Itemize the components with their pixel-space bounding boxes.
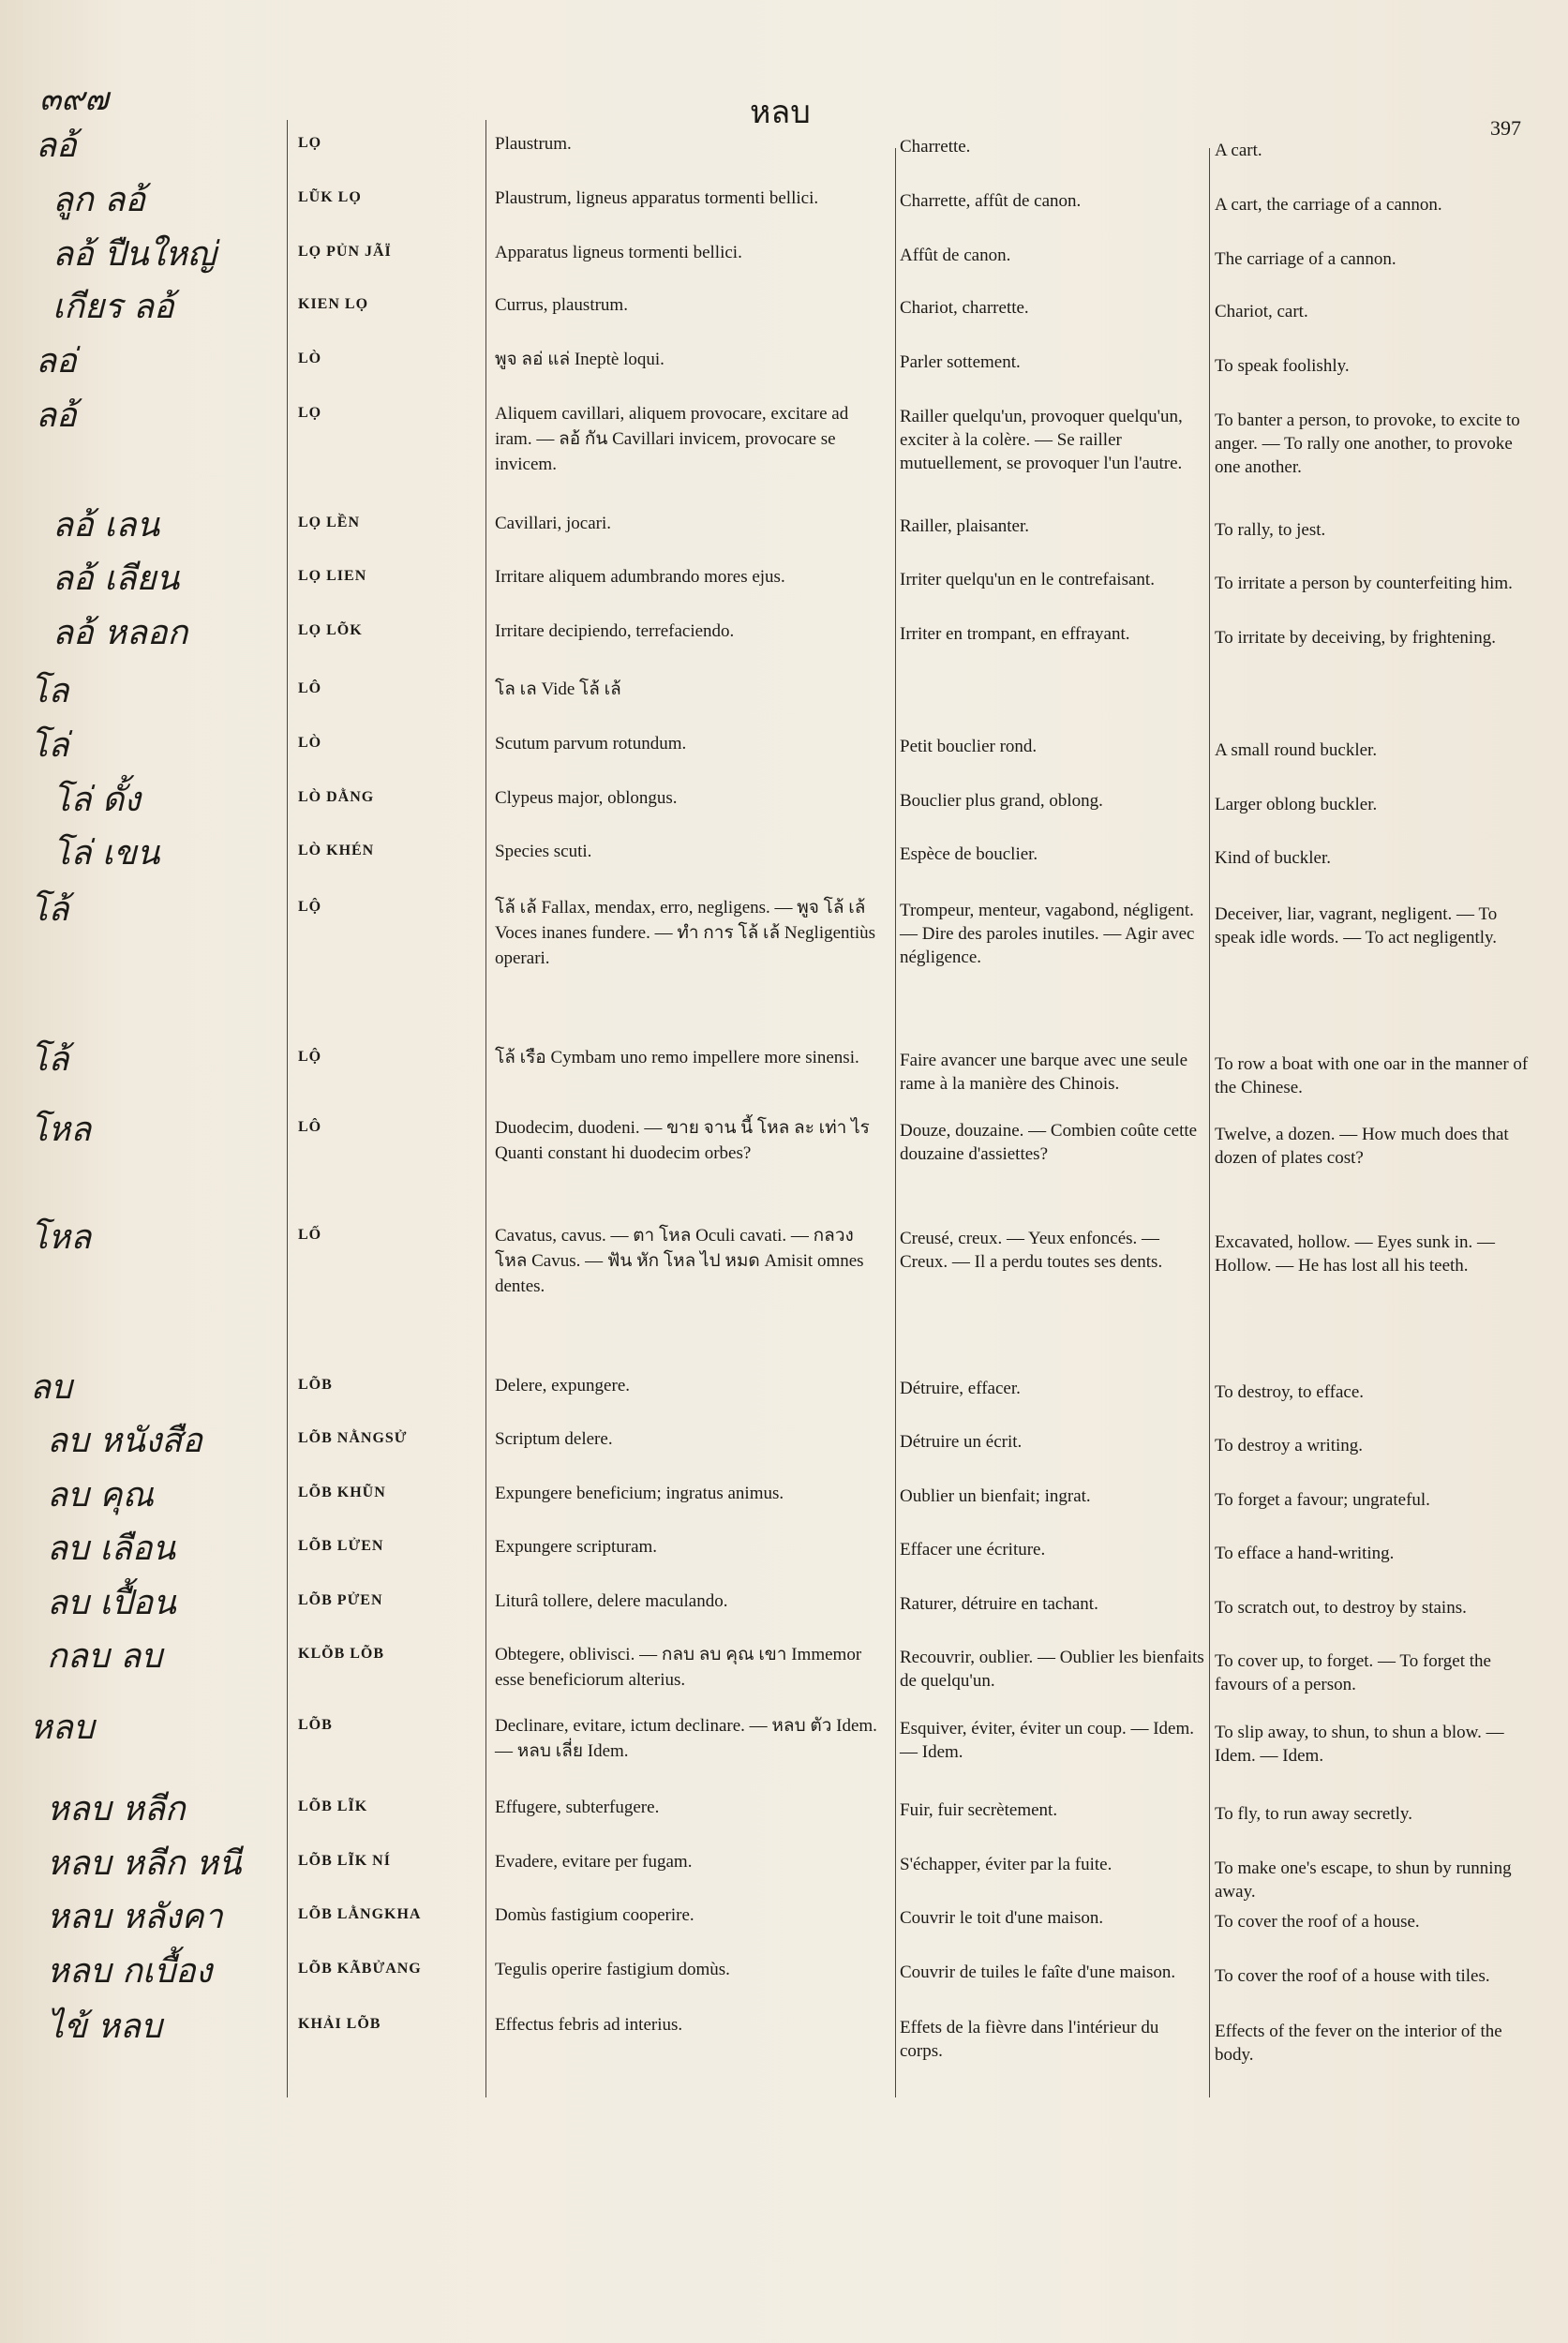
column-rule <box>895 148 896 2097</box>
entry-english: Kind of buckler. <box>1215 848 1332 868</box>
entry-headword: โหล <box>30 1218 92 1257</box>
entry-latin: Plaustrum, ligneus apparatus tormenti bellici. <box>495 188 819 208</box>
entry-headword: ลบ เปื้อน <box>47 1584 176 1622</box>
entry-french: Couvrir le toit d'une maison. <box>900 1908 1104 1928</box>
entry-french: Effets de la fièvre dans l'intérieur du corps. <box>900 2018 1159 2061</box>
entry-english: To irritate a person by counterfeiting him. <box>1215 574 1513 593</box>
entry-latin: พูจ ลอ่ แล่ Ineptè loqui. <box>495 350 665 369</box>
entry-french: Faire avancer une barque avec une seule rame à la manière des Chinois. <box>900 1051 1187 1094</box>
entry-headword: ลอ้ เลน <box>52 506 160 545</box>
entry-headword: โล้ <box>30 890 69 929</box>
entry-romanization: LÕB LĨK <box>298 1798 368 1814</box>
entry-romanization: LỌ <box>298 135 322 151</box>
entry-romanization: LỐ <box>298 1227 322 1243</box>
entry-french: Oublier un bienfait; ingrat. <box>900 1486 1091 1506</box>
entry-headword: โล <box>30 672 69 710</box>
entry-english: To destroy, to efface. <box>1215 1382 1365 1402</box>
entry-latin: Plaustrum. <box>495 134 572 154</box>
entry-french: Raturer, détruire en tachant. <box>900 1594 1098 1614</box>
entry-headword: หลบ หลังคา <box>47 1898 223 1936</box>
entry-headword: หลบ หลีก <box>47 1790 186 1828</box>
entry-english: A small round buckler. <box>1215 740 1378 760</box>
entry-headword: โล้ <box>30 1040 69 1079</box>
entry-latin: Cavillari, jocari. <box>495 514 611 533</box>
entry-english: To row a boat with one oar in the manner of the Chinese. <box>1215 1054 1529 1097</box>
thai-page-number: ๓๙๗ <box>39 81 109 118</box>
entry-english: Effects of the fever on the interior of the body. <box>1215 2022 1502 2065</box>
entry-latin: Evadere, evitare per fugam. <box>495 1852 693 1872</box>
entry-headword: หลบ หลีก หนี <box>47 1844 242 1883</box>
entry-english: To forget a favour; ungrateful. <box>1215 1490 1430 1510</box>
entry-latin: Delere, expungere. <box>495 1376 631 1395</box>
entry-latin: Apparatus ligneus tormenti bellici. <box>495 243 742 262</box>
entry-english: The carriage of a cannon. <box>1215 249 1396 269</box>
entry-romanization: LÕB LẰNGKHA <box>298 1906 422 1922</box>
page-number: 397 <box>1490 116 1521 140</box>
entry-headword: ลอ้ <box>36 127 77 165</box>
entry-french: Irriter quelqu'un en le contrefaisant. <box>900 570 1155 589</box>
entry-headword: โล่ เขน <box>52 834 160 873</box>
entry-english: To slip away, to shun, to shun a blow. — Idem. — Idem. <box>1215 1723 1504 1766</box>
entry-romanization: LỌ LÕK <box>298 622 363 638</box>
entry-headword: โล่ ดั้ง <box>52 781 141 819</box>
column-rule <box>485 120 486 2097</box>
entry-romanization: LÕB NẰNGSỬ <box>298 1430 408 1446</box>
entry-english: Twelve, a dozen. — How much does that dozen of plates cost? <box>1215 1125 1509 1168</box>
entry-english: To cover the roof of a house. <box>1215 1912 1420 1932</box>
entry-romanization: LÕB KÃBỬANG <box>298 1961 422 1977</box>
entry-english: To destroy a writing. <box>1215 1436 1364 1455</box>
entry-headword: ไข้ หลบ <box>47 2007 162 2046</box>
entry-latin: Irritare decipiendo, terrefaciendo. <box>495 621 735 641</box>
entry-french: Effacer une écriture. <box>900 1540 1046 1560</box>
entry-latin: Declinare, evitare, ictum declinare. — หลบ ตัว Idem. — หลบ เลี่ย Idem. <box>495 1716 877 1761</box>
entry-headword: โล่ <box>30 726 69 765</box>
entry-latin: Expungere beneficium; ingratus animus. <box>495 1484 784 1503</box>
entry-headword: ลอ้ เลียน <box>52 560 180 598</box>
entry-french: Détruire, effacer. <box>900 1379 1021 1398</box>
entry-romanization: LÕB <box>298 1377 333 1393</box>
entry-romanization: LÒ DẰNG <box>298 789 375 805</box>
entry-french: Irriter en trompant, en effrayant. <box>900 624 1130 644</box>
entry-headword: โหล <box>30 1111 92 1149</box>
entry-english: To fly, to run away secretly. <box>1215 1804 1412 1824</box>
entry-headword: เกียร ลอ้ <box>52 288 174 326</box>
entry-english: A cart. <box>1215 141 1262 160</box>
entry-romanization: KIEN LỌ <box>298 296 369 312</box>
entry-romanization: KLÕB LÕB <box>298 1646 385 1662</box>
entry-romanization: LÕB PỬEN <box>298 1592 383 1608</box>
entry-romanization: LỘ <box>298 899 322 915</box>
entry-latin: Liturâ tollere, delere maculando. <box>495 1591 728 1611</box>
entry-latin: Species scuti. <box>495 842 592 861</box>
entry-romanization: LỌ <box>298 405 322 421</box>
entry-english: Deceiver, liar, vagrant, negligent. — To speak idle words. — To act negligently. <box>1215 904 1498 948</box>
entry-french: Couvrir de tuiles le faîte d'une maison. <box>900 1962 1176 1982</box>
entry-latin: Effugere, subterfugere. <box>495 1798 660 1817</box>
entry-latin: Duodecim, duodeni. — ขาย จาน นี้ โหล ละ เท่า ไร Quanti constant hi duodecim orbes? <box>495 1118 870 1163</box>
entry-english: To banter a person, to provoke, to excite to anger. — To rally one another, to provoke one another. <box>1215 410 1520 477</box>
entry-romanization: LÕB LỬEN <box>298 1538 384 1554</box>
entry-english: To cover the roof of a house with tiles. <box>1215 1966 1490 1986</box>
page-header-title: หลบ <box>750 94 811 131</box>
entry-latin: Expungere scripturam. <box>495 1537 658 1557</box>
entry-romanization: LÒ KHÉN <box>298 843 375 858</box>
entry-headword: หลบ <box>30 1709 95 1747</box>
entry-romanization: LỌ PỦN JÃÏ <box>298 244 392 260</box>
entry-romanization: LÔ <box>298 680 322 696</box>
entry-english: To make one's escape, to shun by running away. <box>1215 1858 1512 1902</box>
entry-english: To rally, to jest. <box>1215 520 1326 540</box>
entry-english: Chariot, cart. <box>1215 302 1308 321</box>
entry-latin: Effectus febris ad interius. <box>495 2015 683 2035</box>
entry-french: Parler sottement. <box>900 352 1021 372</box>
entry-english: To irritate by deceiving, by frightening. <box>1215 628 1496 648</box>
entry-french: Recouvrir, oublier. — Oublier les bienfaits de quelqu'un. <box>900 1648 1204 1691</box>
entry-french: Trompeur, menteur, vagabond, négligent. — Dire des paroles inutiles. — Agir avec négligence. <box>900 901 1195 967</box>
entry-headword: ลูก ลอ้ <box>52 181 145 219</box>
entry-latin: Irritare aliquem adumbrando mores ejus. <box>495 567 785 587</box>
entry-latin: Tegulis operire fastigium domùs. <box>495 1960 730 1979</box>
entry-latin: Domùs fastigium cooperire. <box>495 1905 694 1925</box>
entry-french: Douze, douzaine. — Combien coûte cette douzaine d'assiettes? <box>900 1121 1198 1164</box>
column-rule <box>1209 148 1210 2097</box>
entry-romanization: LỌ LỀN <box>298 515 361 530</box>
entry-headword: ลอ้ หลอก <box>52 614 188 652</box>
entry-english: To efface a hand-writing. <box>1215 1544 1395 1563</box>
entry-romanization: LŨK LỌ <box>298 189 362 205</box>
entry-headword: ลบ คุณ <box>47 1476 154 1515</box>
entry-french: Affût de canon. <box>900 246 1011 265</box>
column-rule <box>287 120 288 2097</box>
entry-romanization: LÕB LĨK NÍ <box>298 1853 391 1869</box>
entry-french: Railler quelqu'un, provoquer quelqu'un, exciter à la colère. — Se railler mutuellement, se provoquer l'un l'autre. <box>900 407 1183 473</box>
entry-headword: ลอ่ <box>36 342 77 381</box>
entry-english: A cart, the carriage of a cannon. <box>1215 195 1442 215</box>
entry-french: Railler, plaisanter. <box>900 516 1030 536</box>
entry-french: Bouclier plus grand, oblong. <box>900 791 1103 811</box>
entry-french: Fuir, fuir secrètement. <box>900 1800 1058 1820</box>
entry-latin: Cavatus, cavus. — ตา โหล Oculi cavati. — กลวง โหล Cavus. — ฟัน หัก โหล ไป หมด Amisit omnes dentes. <box>495 1226 864 1296</box>
entry-romanization: LỌ LIEN <box>298 568 367 584</box>
entry-latin: Aliquem cavillari, aliquem provocare, excitare ad iram. — ลอ้ กัน Cavillari invicem, provocare se invicem. <box>495 404 849 474</box>
entry-english: To speak foolishly. <box>1215 356 1350 376</box>
entry-french: Charrette, affût de canon. <box>900 191 1082 211</box>
entry-romanization: LỘ <box>298 1049 322 1065</box>
entry-headword: กลบ ลบ <box>47 1637 163 1676</box>
entry-latin: Clypeus major, oblongus. <box>495 788 678 808</box>
entry-french: Petit bouclier rond. <box>900 737 1038 756</box>
entry-french: S'échapper, éviter par la fuite. <box>900 1855 1113 1874</box>
entry-french: Chariot, charrette. <box>900 298 1029 318</box>
entry-headword: ลอ้ <box>36 396 77 435</box>
entry-headword: ลบ เลือน <box>47 1530 175 1568</box>
entry-headword: ลบ หนังสือ <box>47 1422 202 1460</box>
entry-latin: Currus, plaustrum. <box>495 295 628 315</box>
entry-english: To cover up, to forget. — To forget the favours of a person. <box>1215 1651 1491 1694</box>
entry-romanization: KHẢI LÕB <box>298 2016 381 2032</box>
entry-headword: ลบ <box>30 1368 72 1407</box>
entry-latin: โล้ เรือ Cymbam uno remo impellere more sinensi. <box>495 1048 859 1067</box>
entry-english: Excavated, hollow. — Eyes sunk in. — Hollow. — He has lost all his teeth. <box>1215 1232 1496 1276</box>
entry-latin: Obtegere, oblivisci. — กลบ ลบ คุณ เขา Immemor esse beneficiorum alterius. <box>495 1645 862 1690</box>
entry-headword: หลบ กเบื้อง <box>47 1952 213 1991</box>
entry-headword: ลอ้ ปืนใหญ่ <box>52 235 217 274</box>
entry-french: Détruire un écrit. <box>900 1432 1023 1452</box>
entry-romanization: LÒ <box>298 351 322 366</box>
entry-romanization: LÕB KHŨN <box>298 1485 386 1500</box>
entry-latin: โล้ เล้ Fallax, mendax, erro, negligens. — พูจ โล้ เล้ Voces inanes fundere. — ทำ การ โล้ เล้ Negligentiùs operari. <box>495 898 875 968</box>
entry-latin: Scriptum delere. <box>495 1429 613 1449</box>
entry-latin: โล เล Vide โล้ เล้ <box>495 679 621 699</box>
entry-romanization: LÒ <box>298 735 322 751</box>
entry-french: Charrette. <box>900 137 971 157</box>
entry-french: Espèce de bouclier. <box>900 844 1038 864</box>
entry-french: Esquiver, éviter, éviter un coup. — Idem. — Idem. <box>900 1719 1194 1762</box>
entry-english: To scratch out, to destroy by stains. <box>1215 1598 1467 1618</box>
entry-latin: Scutum parvum rotundum. <box>495 734 687 754</box>
entry-romanization: LÕB <box>298 1717 333 1733</box>
entry-romanization: LÔ <box>298 1119 322 1135</box>
entry-french: Creusé, creux. — Yeux enfoncés. — Creux. — Il a perdu toutes ses dents. <box>900 1229 1163 1272</box>
entry-english: Larger oblong buckler. <box>1215 795 1378 814</box>
